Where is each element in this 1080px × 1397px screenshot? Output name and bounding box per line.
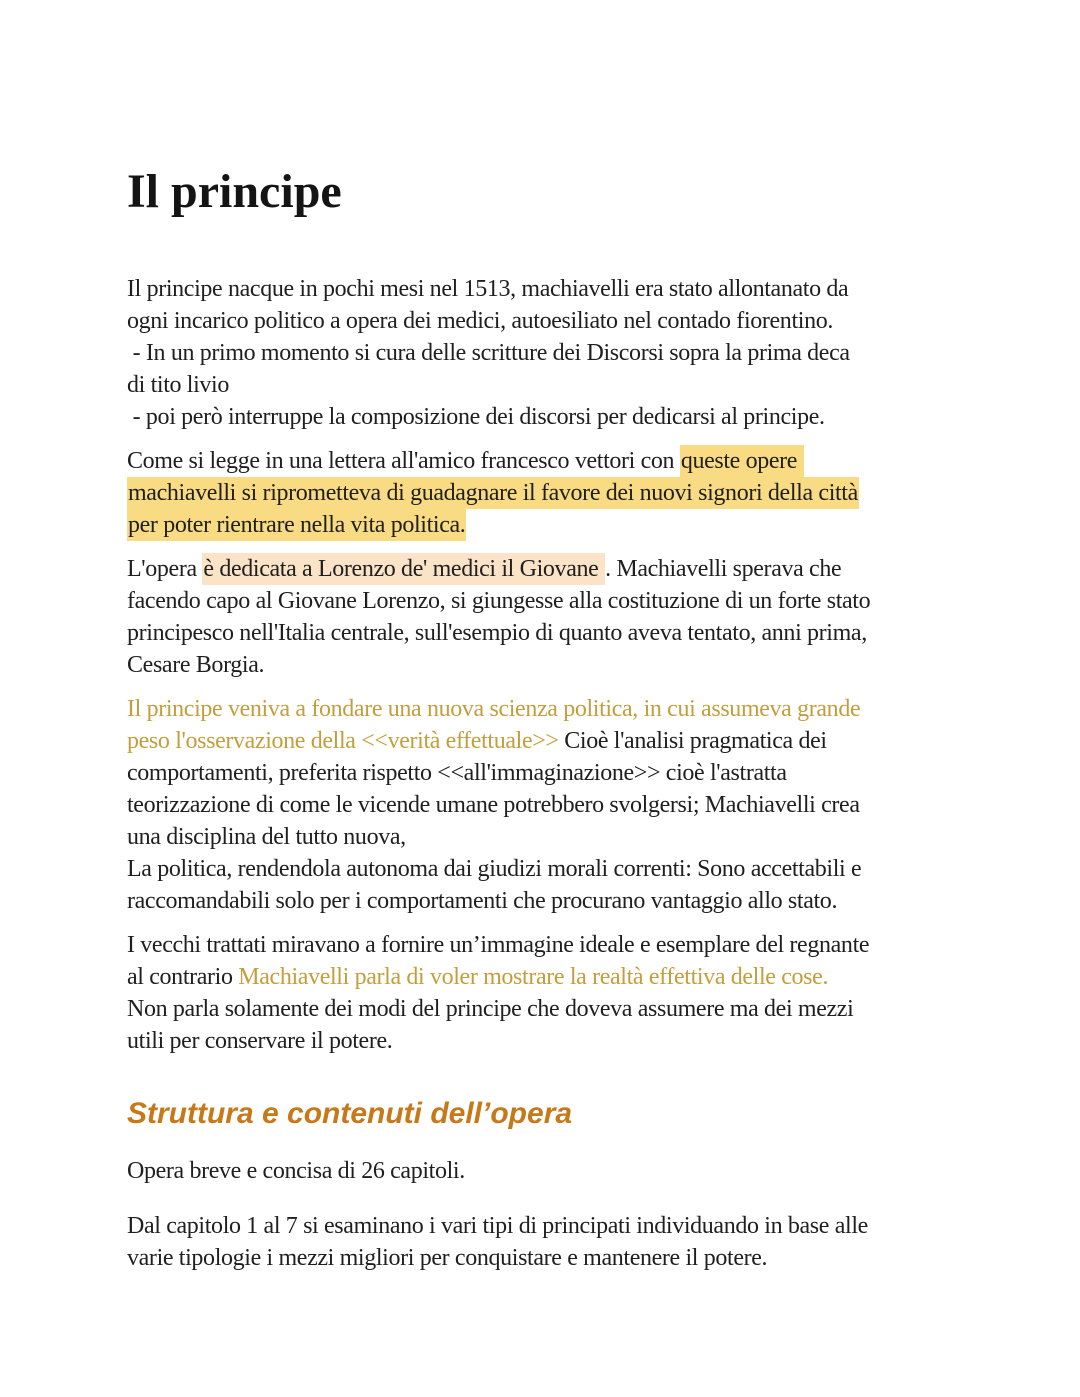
text-run: Opera breve e concisa di 26 capitoli. <box>127 1158 465 1184</box>
text-run: Come si legge in una lettera all'amico francesco vettori con <box>127 448 680 474</box>
text-run: varie tipologie i mezzi migliori per conquistare e mantenere il potere. <box>127 1245 768 1271</box>
text-run: . Machiavelli sperava che <box>605 556 842 582</box>
text-run: ogni incarico politico a opera dei medici, autoesiliato nel contado fiorentino. <box>127 308 833 334</box>
text-run-gold: Il principe veniva a fondare una nuova scienza politica, in cui assumeva grande <box>127 696 861 722</box>
section-heading-struttura: Struttura e contenuti dell’opera <box>127 1097 573 1130</box>
text-run-hl-yellow: per poter rientrare nella vita politica. <box>127 509 466 541</box>
text-run: I vecchi trattati miravano a fornire un’immagine ideale e esemplare del regnante <box>127 932 870 958</box>
text-run: di tito livio <box>127 372 229 398</box>
paragraph-opera-breve <box>127 1155 1027 1187</box>
paragraph-capitoli-1-7 <box>127 1210 1027 1274</box>
paragraph-scienza-politica <box>127 693 1027 917</box>
text-run: comportamenti, preferita rispetto <<all'immaginazione>> cioè l'astratta <box>127 760 787 786</box>
text-run: Non parla solamente dei modi del principe che doveva assumere ma dei mezzi <box>127 996 854 1022</box>
text-run: Cesare Borgia. <box>127 652 265 678</box>
text-run-hl-yellow: machiavelli si riprometteva di guadagnare il favore dei nuovi signori della città <box>127 477 859 509</box>
text-run: raccomandabili solo per i comportamenti che procurano vantaggio allo stato. <box>127 888 838 914</box>
text-run: al contrario <box>127 964 239 990</box>
paragraph-dedica <box>127 553 1027 681</box>
text-run-gold: peso l'osservazione della <<verità effettuale>> <box>127 728 559 754</box>
text-run: - In un primo momento si cura delle scritture dei Discorsi sopra la prima deca <box>127 340 850 366</box>
text-run: La politica, rendendola autonoma dai giudizi morali correnti: Sono accettabili e <box>127 856 862 882</box>
document-title: Il principe <box>127 165 342 218</box>
text-run: L'opera <box>127 556 203 582</box>
text-run: Il principe nacque in pochi mesi nel 1513, machiavelli era stato allontanato da <box>127 276 849 302</box>
paragraph-lettera-vettori <box>127 445 1027 541</box>
text-run: - poi però interruppe la composizione dei discorsi per dedicarsi al principe. <box>127 404 825 430</box>
text-run-hl-yellow: queste opere <box>680 445 804 477</box>
text-run-gold: Machiavelli parla di voler mostrare la realtà effettiva delle cose. <box>238 964 829 990</box>
text-run: teorizzazione di come le vicende umane potrebbero svolgersi; Machiavelli crea <box>127 792 860 818</box>
text-run: utili per conservare il potere. <box>127 1028 393 1054</box>
text-run: facendo capo al Giovane Lorenzo, si giungesse alla costituzione di un forte stato <box>127 588 871 614</box>
paragraph-vecchi-trattati <box>127 929 1027 1057</box>
document-content <box>127 164 1027 1286</box>
text-run: Cioè l'analisi pragmatica dei <box>558 728 827 754</box>
text-run-hl-peach: è dedicata a Lorenzo de' medici il Giovane <box>202 553 605 585</box>
text-run: Dal capitolo 1 al 7 si esaminano i vari tipi di principati individuando in base alle <box>127 1213 868 1239</box>
paragraph-genesis <box>127 273 1027 433</box>
text-run: una disciplina del tutto nuova, <box>127 824 406 850</box>
text-run: principesco nell'Italia centrale, sull'esempio di quanto aveva tentato, anni prima, <box>127 620 867 646</box>
